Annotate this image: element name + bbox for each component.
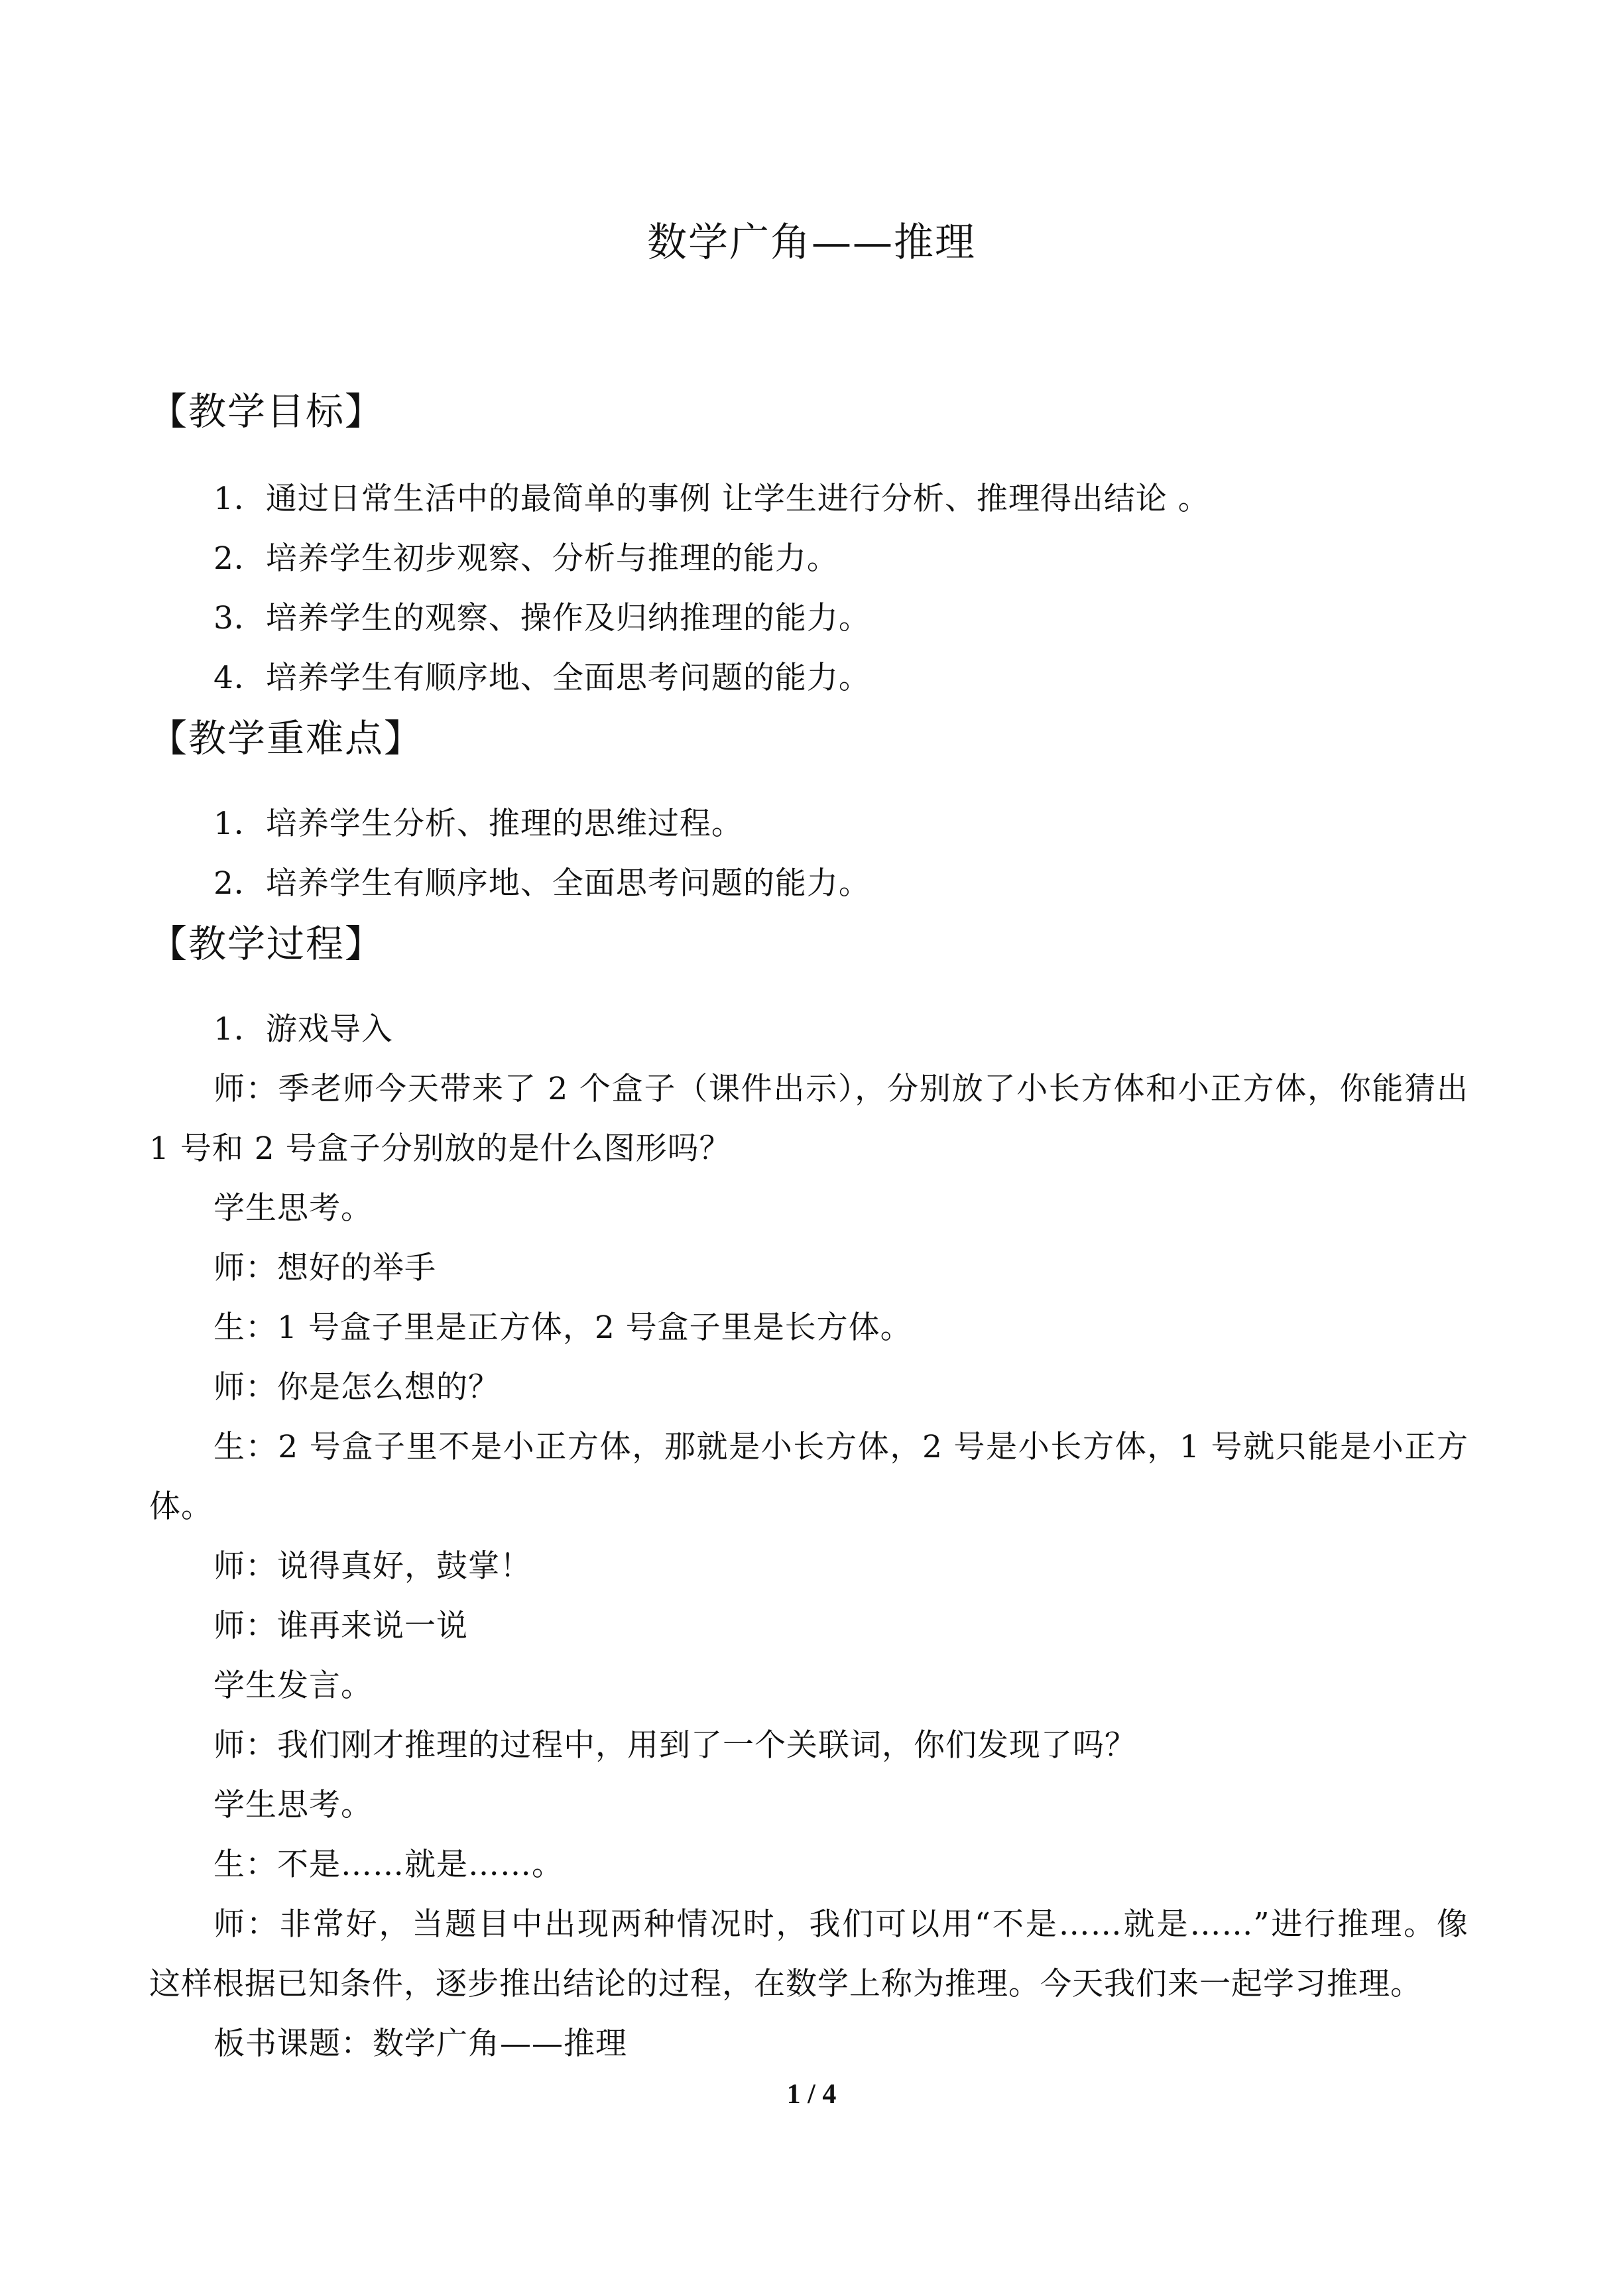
process-line: 师：我们刚才推理的过程中，用到了一个关联词，你们发现了吗？ — [213, 1727, 1136, 1764]
process-line: 学生思考。 — [213, 1787, 373, 1823]
process-line: 板书课题：数学广角——推理 — [213, 2025, 627, 2062]
process-line: 师：想好的举手 — [213, 1250, 436, 1286]
section-heading-goals: 【教学目标】 — [149, 390, 384, 434]
process-line: 学生发言。 — [213, 1667, 373, 1704]
section-heading-process: 【教学过程】 — [149, 922, 384, 966]
document-title: 数学广角——推理 — [647, 219, 976, 266]
process-line: 体。 — [149, 1488, 213, 1525]
process-line: 师：非常好，当题目中出现两种情况时，我们可以用“不是……就是……”进行推理。像 — [213, 1906, 1469, 1943]
section-heading-key-points: 【教学重难点】 — [149, 717, 423, 760]
process-line: 师：说得真好，鼓掌！ — [213, 1548, 532, 1585]
process-line: 师：季老师今天带来了 2 个盒子（课件出示），分别放了小长方体和小正方体，你能猜出 — [213, 1071, 1469, 1107]
page-number: 1 / 4 — [786, 2079, 837, 2110]
process-line: 生：不是……就是……。 — [213, 1846, 564, 1883]
process-line: 学生思考。 — [213, 1190, 373, 1227]
process-line: 生：1 号盒子里是正方体，2 号盒子里是长方体。 — [213, 1309, 912, 1346]
process-line: 这样根据已知条件，逐步推出结论的过程，在数学上称为推理。今天我们来一起学习推理。 — [149, 1966, 1422, 2002]
process-line: 1 号和 2 号盒子分别放的是什么图形吗？ — [149, 1130, 731, 1167]
goal-item: 1．通过日常生活中的最简单的事例 让学生进行分析、推理得出结论 。 — [213, 481, 1210, 517]
key-point-item: 2．培养学生有顺序地、全面思考问题的能力。 — [213, 865, 871, 902]
goal-item: 2．培养学生初步观察、分析与推理的能力。 — [213, 540, 839, 577]
process-line: 1．游戏导入 — [213, 1011, 393, 1048]
goal-item: 3．培养学生的观察、操作及归纳推理的能力。 — [213, 600, 871, 636]
process-line: 生：2 号盒子里不是小正方体，那就是小长方体，2 号是小长方体，1 号就只能是小正方 — [213, 1429, 1469, 1465]
process-line: 师：你是怎么想的？ — [213, 1369, 500, 1406]
key-point-item: 1．培养学生分析、推理的思维过程。 — [213, 806, 743, 842]
process-line: 师：谁再来说一说 — [213, 1608, 468, 1644]
goal-item: 4．培养学生有顺序地、全面思考问题的能力。 — [213, 660, 871, 696]
